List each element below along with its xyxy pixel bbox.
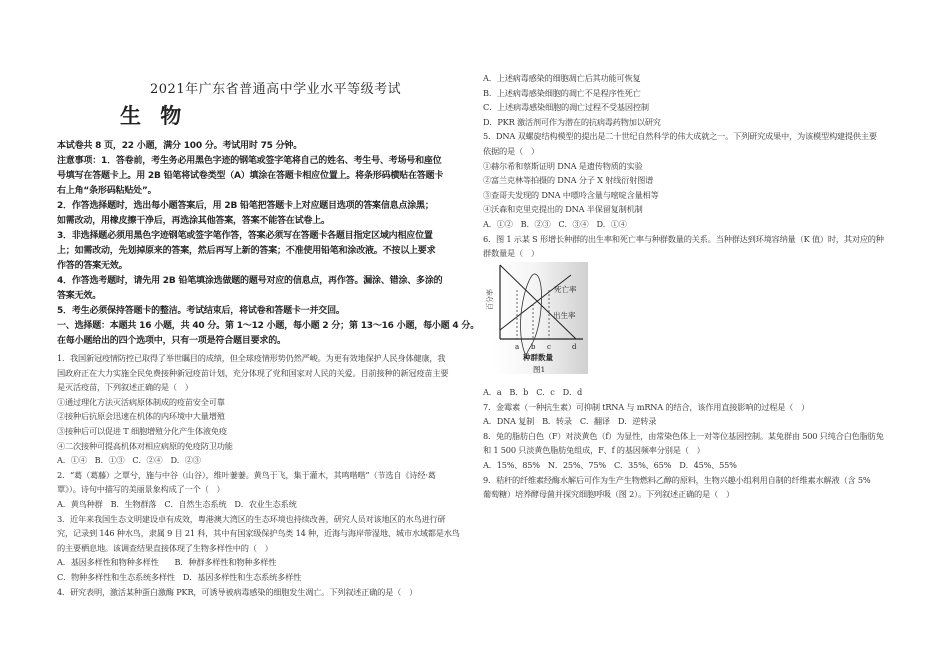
exam-title: 2021年广东省普通高中学业水平等级考试 <box>150 82 402 97</box>
question-line: C．物种多样性和生态系统多样性 D．基因多样性和生态系统多样性 <box>57 571 302 582</box>
question-line: 1．我国新冠疫情防控已取得了举世瞩目的成绩，但全球疫情形势仍然严峻。为更有效地保护人民身体健康，我 <box>57 353 446 363</box>
instruction-line: 2．作答选择题时，选出每小题答案后，用 2B 铅笔把答题卡上对应题目选项的答案信息点涂黑； <box>57 201 434 211</box>
instruction-line: 4．作答选考题时，请先用 2B 铅笔填涂选做题的题号对应的信息点，再作答。漏涂、错涂、多涂的 <box>57 276 443 286</box>
birth-rate-label: 出生率 <box>553 311 576 320</box>
instruction-line: 上；如需改动，先划掉原来的答案，然后再写上新的答案；不准使用铅笔和涂改液。不按以上要求 <box>57 246 436 256</box>
figure-1-chart <box>483 262 593 377</box>
question-line: ②富兰克林等拍摄的 DNA 分子 X 射线衍射图谱 <box>483 175 654 186</box>
question-line: A．黄鸟种群 B．生物群落 C．自然生态系统 D．农业生态系统 <box>57 498 297 509</box>
question-line: 和 1 500 只淡黄色脂肪兔组成，F、f 的基因频率分别是（ ） <box>483 445 705 456</box>
instruction-line: 在每小题给出的四个选项中，只有一项是符合题目要求的。 <box>57 336 286 346</box>
instruction-line: 5．考生必须保持答题卡的整洁。考试结束后，将试卷和答题卡一并交回。 <box>57 306 345 316</box>
death-rate-label: 死亡率 <box>554 285 577 294</box>
question-line: B．上述病毒感染细胞的凋亡不是程序性死亡 <box>483 87 641 98</box>
question-line: 4．研究表明，激活某种蛋白激酶 PKR，可诱导被病毒感染的细胞发生凋亡。下列叙述正确的是（ ） <box>57 586 418 597</box>
question-line: A．基因多样性和物种多样性 B．种群多样性和物种多样性 <box>57 557 277 568</box>
right-question-column-top <box>483 71 898 261</box>
question-line: 6．图 1 示某 S 形增长种群的出生率和死亡率与种群数量的关系。当种群达到环境容纳量（K 值）时，其对应的种 <box>483 233 884 244</box>
question-line: A．15%、85% N．25%、75% C．35%、65% D．45%、55% <box>483 459 737 470</box>
instruction-line: 3．非选择题必须用黑色字迹钢笔或签字笔作答，答案必须写在答题卡各题目指定区域内相应位置 <box>57 231 433 241</box>
y-axis-label: 百分率 <box>486 289 494 310</box>
figure-caption: 图1 <box>533 365 546 374</box>
question-line: 5．DNA 双螺旋结构模型的提出是二十世纪自然科学的伟大成就之一。下列研究成果中，为该模型构建提供主要 <box>483 131 877 142</box>
instruction-line: 如需改动，用橡皮擦干净后，再选涂其他答案，答案不能答在试卷上。 <box>57 216 330 226</box>
x-tick-d: d <box>572 343 577 351</box>
question-line: ①赫尔希和蔡斯证明 DNA 是遗传物质的实验 <box>483 160 643 171</box>
x-tick-b: b <box>531 343 536 351</box>
question-line: 国政府正在大力实施全民免费接种新冠疫苗计划，充分体现了党和国家对人民的关爱。目前接种的新冠疫苗主要 <box>57 367 449 378</box>
question-line: ④二次接种可提高机体对相应病原的免疫防卫功能 <box>57 440 233 451</box>
x-tick-a: a <box>515 343 520 351</box>
question-line: 群数量是（ ） <box>483 248 539 259</box>
question-line: ④沃森和克里克提出的 DNA 半保留复制机制 <box>483 204 643 215</box>
instruction-line: 一、选择题：本题共 16 小题，共 40 分。第 1～12 小题，每小题 2 分；第 13～16 小题，每小题 4 分。 <box>57 321 480 331</box>
question-line: ③查哥夫发现的 DNA 中嘌呤含量与嘧啶含量相等 <box>483 189 659 200</box>
question-line: 是灭活疫苗，下列叙述正确的是（ ） <box>57 382 193 393</box>
instructions-block <box>57 139 480 349</box>
right-question-column-bottom <box>483 385 898 502</box>
question-line: 覃》）。诗句中描写的美丽景象构成了一个（ ） <box>57 484 225 495</box>
x-axis-label: 种群数量 <box>523 353 553 362</box>
instruction-line: 注意事项：1．答卷前，考生务必用黑色字迹的钢笔或签字笔将自己的姓名、考生号、考场号和座位 <box>57 156 442 166</box>
instruction-line: 答案无效。 <box>57 291 102 301</box>
instruction-line: 本试卷共 8 页，22 小题，满分 100 分。考试用时 75 分钟。 <box>57 141 303 151</box>
instruction-line: 作答的答案无效。 <box>57 261 128 271</box>
question-line: D．PKR 激活剂可作为潜在的抗病毒药物加以研究 <box>483 116 661 127</box>
question-line: A．上述病毒感染的细胞凋亡后其功能可恢复 <box>483 73 641 83</box>
question-line: 的主要栖息地。该调查结果直接体现了生物多样性中的（ ） <box>57 542 273 553</box>
question-line: 7．金霉素（一种抗生素）可抑制 tRNA 与 mRNA 的结合，该作用直接影响的过程是（ ） <box>483 401 810 412</box>
question-line: 究，记录到 146 种水鸟，隶属 9 目 21 科，其中有国家级保护鸟类 14 种，近海与海岸带湿地、城市水域都是水鸟 <box>57 528 460 539</box>
question-line: 葡萄糖）培养酵母菌并探究细胞呼吸（图 2）。下列叙述正确的是（ ） <box>483 489 734 500</box>
question-line: C．上述病毒感染细胞的凋亡过程不受基因控制 <box>483 102 649 113</box>
question-line: 8．兔的脂肪白色（F）对淡黄色（f）为显性，由常染色体上一对等位基因控制。某兔群由 500 只纯合白色脂肪兔 <box>483 430 884 441</box>
question-line: 依据的是（ ） <box>483 145 539 156</box>
x-tick-c: c <box>547 343 551 351</box>
question-line: A．①② B．②③ C．③④ D．①④ <box>483 218 627 229</box>
left-question-column <box>57 351 472 599</box>
instruction-line: 右上角“条形码粘贴处”。 <box>57 186 157 196</box>
subject-heading: 生 物 <box>120 104 188 128</box>
question-line: 9．秸秆的纤维素经酶水解后可作为生产生物燃料乙醇的原料，生物兴趣小组利用自制的纤维素水解液（含 5% <box>483 474 871 485</box>
question-line: A．a B．b C．c D．d <box>483 387 583 397</box>
question-line: 3．近年来我国生态文明建设卓有成效，粤港澳大湾区的生态环境也持续改善，研究人员对该地区的水鸟进行研 <box>57 513 446 524</box>
question-line: ①通过理化方法灭活病原体制成的疫苗安全可靠 <box>57 396 225 407</box>
instruction-line: 号填写在答题卡上。用 2B 铅笔将试卷类型（A）填涂在答题卡相应位置上。将条形码横贴在答题卡 <box>57 171 444 181</box>
question-line: A．DNA 复制 B．转录 C．翻译 D．逆转录 <box>483 416 657 427</box>
question-line: A．①④ B．①③ C．②④ D．②③ <box>57 455 201 466</box>
question-line: ②接种后抗原会迅速在机体的内环境中大量增殖 <box>57 411 225 422</box>
question-line: 2．“葛（葛藤）之覃兮，施与中谷（山谷），维叶萋萋。黄鸟于飞，集于灌木，其鸣喈喈”（节选自《诗经·葛 <box>57 469 436 480</box>
question-line: ③接种后可以促进 T 细胞增殖分化产生体液免疫 <box>57 425 227 436</box>
